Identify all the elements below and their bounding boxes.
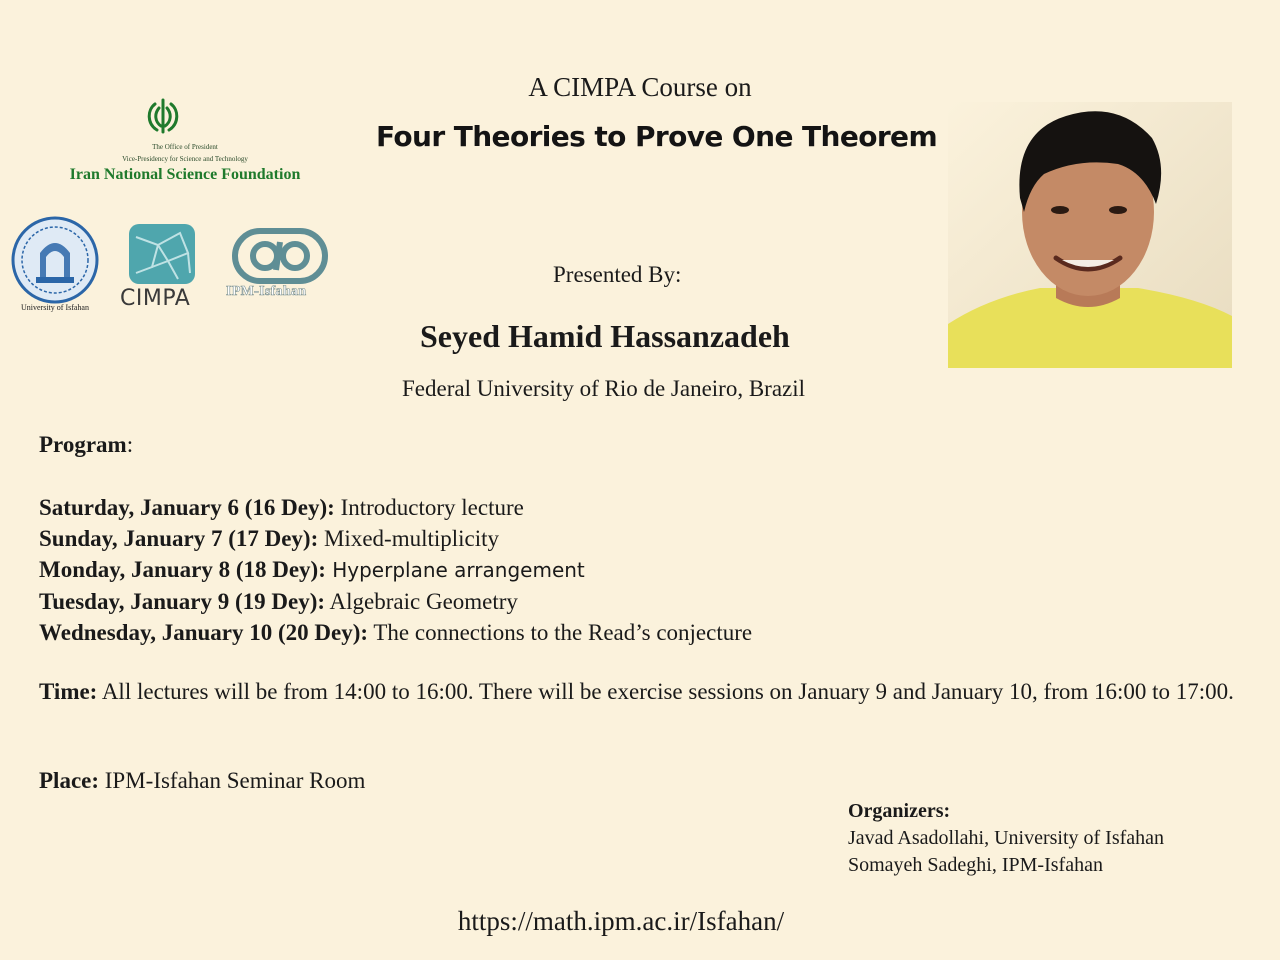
time-info: Time: All lectures will be from 14:00 to 16:00. There will be exercise sessions on January 9 and January 10, from 16:00 to 17:00. [39, 679, 1234, 704]
speaker-affiliation: Federal University of Rio de Janeiro, Brazil [402, 376, 806, 401]
schedule-item: Tuesday, January 9 (19 Dey): Algebraic Geometry [39, 589, 518, 614]
organizer-item: Javad Asadollahi, University of Isfahan [848, 827, 1165, 849]
organizers-block [848, 798, 1164, 879]
insf-name: Iran National Science Foundation [69, 166, 301, 183]
cimpa-logo [128, 223, 196, 285]
presented-by-label: Presented By: [553, 262, 682, 287]
iran-emblem-icon [143, 96, 183, 136]
schedule-item: Sunday, January 7 (17 Dey): Mixed-multiplicity [39, 526, 500, 551]
program-heading: Program: [39, 432, 134, 457]
schedule-item: Wednesday, January 10 (20 Dey): The connections to the Read’s conjecture [39, 620, 753, 645]
university-label: University of Isfahan [21, 303, 89, 312]
ipm-logo [232, 228, 328, 284]
insf-office-text: The Office of President Vice-Presidency for Science and Technology [122, 143, 248, 163]
cimpa-label: CIMPA [120, 286, 191, 311]
course-intro-line: A CIMPA Course on [528, 72, 752, 102]
ipm-label: IPM-Isfahan [226, 284, 307, 299]
organizers-heading: Organizers: [848, 800, 951, 822]
schedule-item: Monday, January 8 (18 Dey): Hyperplane arrangement [39, 557, 585, 582]
place-info: Place: IPM-Isfahan Seminar Room [39, 768, 366, 793]
schedule-item: Saturday, January 6 (16 Dey): Introductory lecture [39, 495, 524, 520]
university-of-isfahan-logo [10, 215, 100, 305]
course-title: Four Theories to Prove One Theorem [376, 120, 938, 153]
speaker-name: Seyed Hamid Hassanzadeh [420, 318, 790, 354]
program-schedule [39, 492, 752, 648]
organizer-item: Somayeh Sadeghi, IPM-Isfahan [848, 854, 1103, 876]
website-url[interactable]: https://math.ipm.ac.ir/Isfahan/ [457, 906, 785, 936]
speaker-photo [948, 102, 1232, 368]
